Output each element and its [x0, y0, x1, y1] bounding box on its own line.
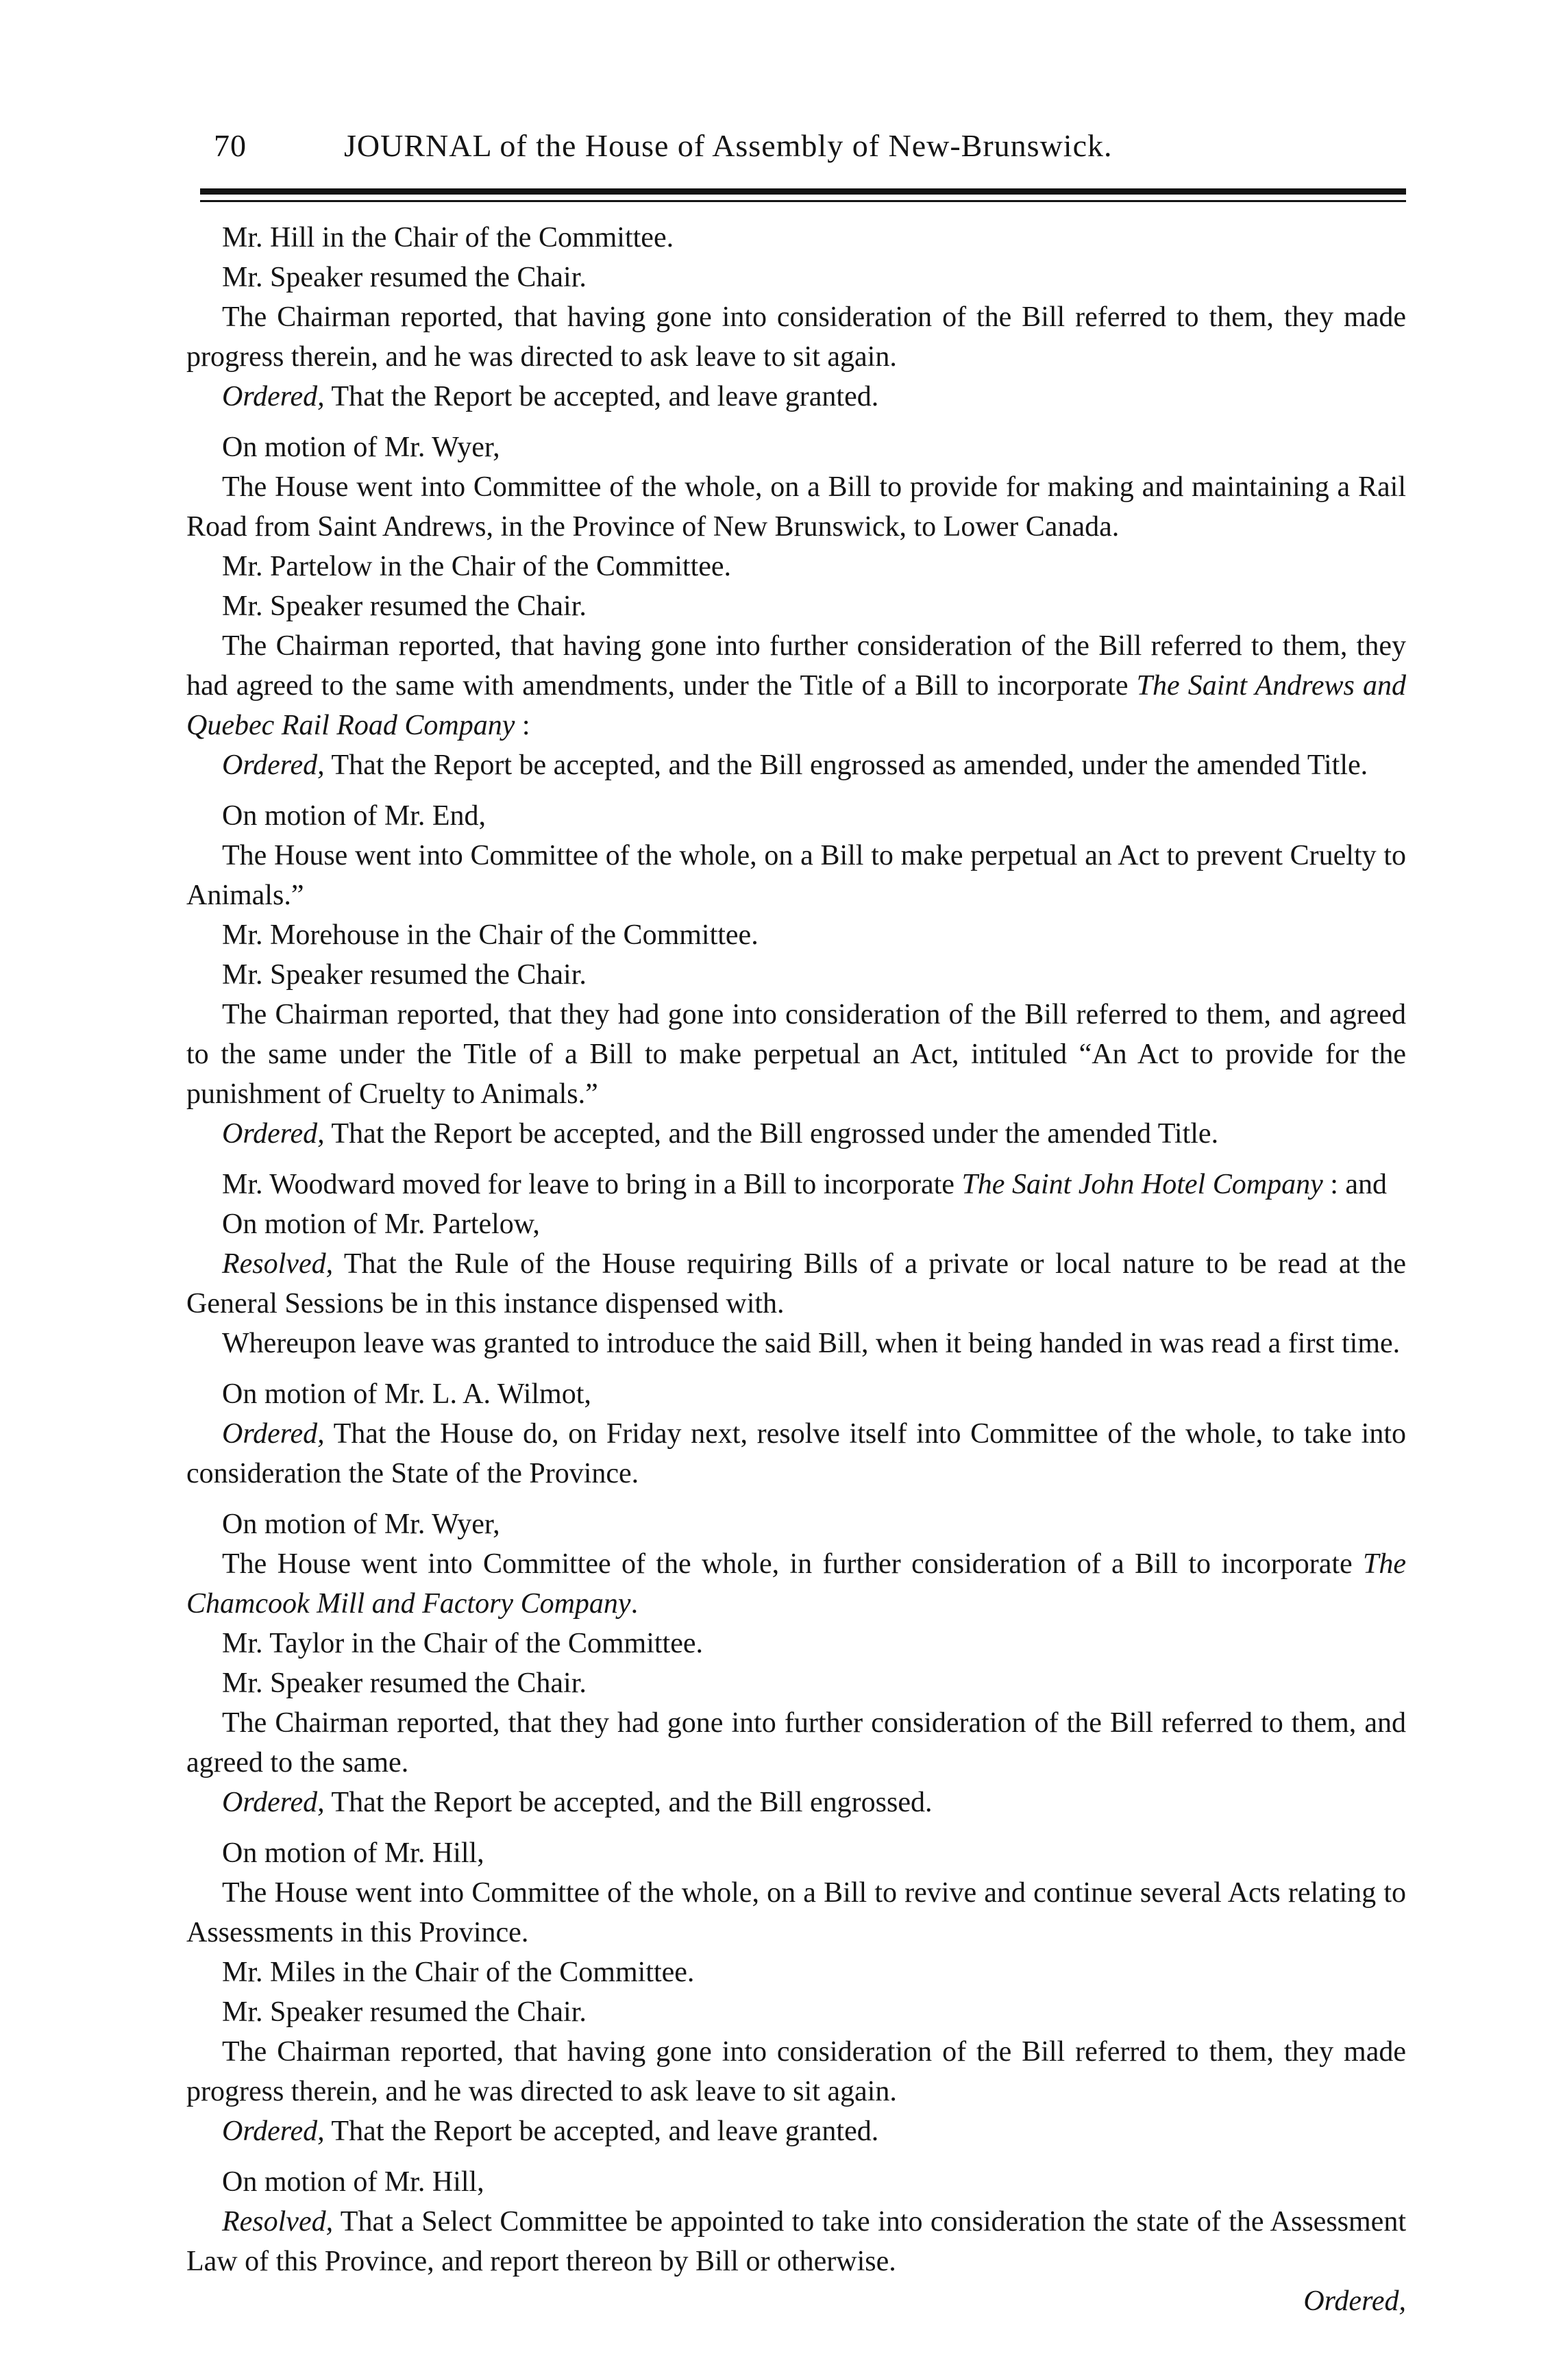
journal-entry: The Chairman reported, that having gone into consideration of the Bill referred to them, they made progress therein, and he was directed to ask leave to sit again. — [186, 301, 1406, 373]
journal-entry: Mr. Morehouse in the Chair of the Committee. — [222, 919, 759, 951]
journal-entry: Ordered, That the Report be accepted, and leave granted. — [222, 381, 879, 412]
journal-entry: On motion of Mr. Hill, — [222, 2166, 484, 2198]
journal-entry: Mr. Miles in the Chair of the Committee. — [222, 1957, 695, 1988]
journal-entry: Mr. Taylor in the Chair of the Committee. — [222, 1628, 704, 1659]
journal-entry: The House went into Committee of the whole, on a Bill to provide for making and maintaining a Rail Road from Saint Andrews, in the Province of New Brunswick, to Lower Canada. — [186, 471, 1406, 543]
header-rule-thin — [200, 200, 1406, 202]
journal-entry: On motion of Mr. L. A. Wilmot, — [222, 1378, 591, 1410]
journal-entry: The Chairman reported, that having gone into further consideration of the Bill referred to them, they had agreed to the same with amendments, under the Title of a Bill to incorporate The Saint Andrews and Quebec Rail Road Company : — [186, 630, 1406, 741]
journal-entry: Mr. Speaker resumed the Chair. — [222, 959, 587, 991]
journal-entry: The Chairman reported, that they had gone into consideration of the Bill referred to them, and agreed to the same under the Title of a Bill to make perpetual an Act, intituled “An Act to provide for the punishment of Cruelty to Animals.” — [186, 999, 1406, 1110]
journal-entry: Mr. Speaker resumed the Chair. — [222, 262, 587, 293]
journal-entry: The House went into Committee of the whole, on a Bill to make perpetual an Act to prevent Cruelty to Animals.” — [186, 840, 1406, 911]
journal-entry: Resolved, That the Rule of the House requiring Bills of a private or local nature to be read at the General Sessions be in this instance dispensed with. — [186, 1248, 1406, 1319]
running-title: JOURNAL of the House of Assembly of New-Brunswick. — [344, 128, 1113, 163]
journal-entry: On motion of Mr. Wyer, — [222, 432, 500, 463]
journal-body — [186, 218, 1406, 2321]
journal-entry: The House went into Committee of the whole, on a Bill to revive and continue several Acts relating to Assessments in this Province. — [186, 1877, 1406, 1948]
journal-entry: Ordered, That the Report be accepted, and leave granted. — [222, 2116, 879, 2147]
journal-entry: On motion of Mr. Hill, — [222, 1837, 484, 1869]
journal-entry: The Chairman reported, that having gone into consideration of the Bill referred to them, they made progress therein, and he was directed to ask leave to sit again. — [186, 2036, 1406, 2107]
journal-entry: Mr. Partelow in the Chair of the Committee. — [222, 551, 732, 582]
journal-entry: Resolved, That a Select Committee be appointed to take into consideration the state of the Assessment Law of this Province, and report thereon by Bill or otherwise. — [186, 2206, 1406, 2277]
journal-entry: The Chairman reported, that they had gone into further consideration of the Bill referred to them, and agreed to the same. — [186, 1707, 1406, 1778]
journal-entry: Ordered, That the Report be accepted, and the Bill engrossed. — [222, 1787, 933, 1818]
journal-entry: Mr. Woodward moved for leave to bring in a Bill to incorporate The Saint John Hotel Company : and — [222, 1169, 1388, 1200]
journal-entry: Ordered, That the Report be accepted, and the Bill engrossed under the amended Title. — [222, 1118, 1219, 1150]
journal-entry: On motion of Mr. End, — [222, 800, 486, 832]
journal-entry: Mr. Speaker resumed the Chair. — [222, 1996, 587, 2028]
header-rule-thick — [200, 188, 1406, 195]
journal-entry: On motion of Mr. Wyer, — [222, 1509, 500, 1540]
journal-entry: Ordered, That the House do, on Friday next, resolve itself into Committee of the whole, to take into consideration the State of the Province. — [186, 1418, 1406, 1489]
journal-entry: On motion of Mr. Partelow, — [222, 1208, 540, 1240]
journal-entry: Mr. Speaker resumed the Chair. — [222, 1668, 587, 1699]
catchword: Ordered, — [1303, 2285, 1406, 2317]
journal-entry: Mr. Speaker resumed the Chair. — [222, 591, 587, 622]
journal-entry: Ordered, That the Report be accepted, and the Bill engrossed as amended, under the amended Title. — [222, 749, 1368, 781]
journal-entry: Whereupon leave was granted to introduce the said Bill, when it being handed in was read a first time. — [222, 1328, 1401, 1359]
page-header — [214, 127, 1406, 175]
journal-entry: The House went into Committee of the whole, in further consideration of a Bill to incorporate The Chamcook Mill and Factory Company. — [186, 1548, 1406, 1620]
page-number: 70 — [214, 128, 247, 163]
journal-entry: Mr. Hill in the Chair of the Committee. — [222, 222, 674, 253]
